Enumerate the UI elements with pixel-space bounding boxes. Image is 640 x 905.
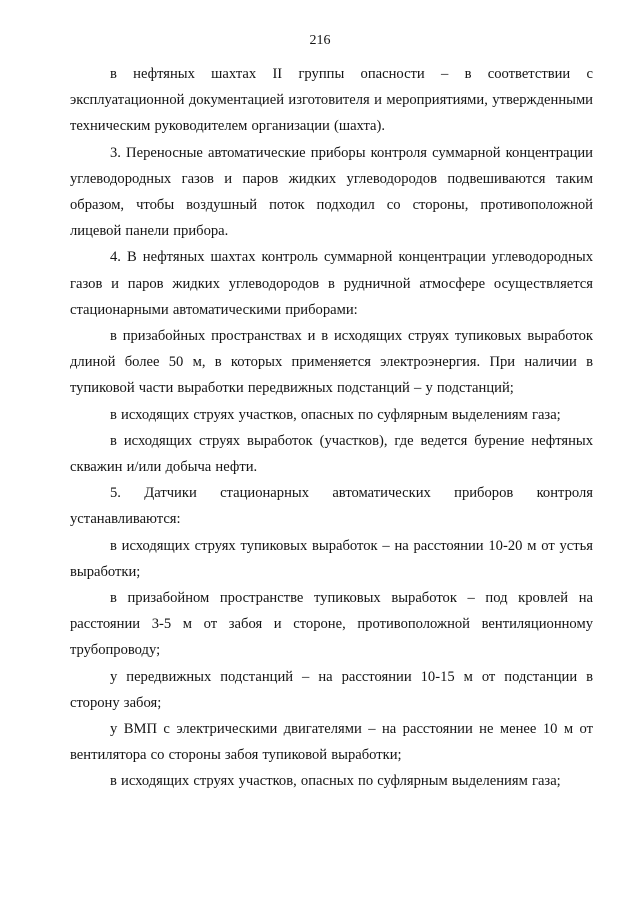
paragraph-sensor-fans: у ВМП с электрическими двигателями – на расстоянии не менее 10 м от вентилятора со стороны забоя тупиковой выработки; [70, 721, 593, 764]
paragraph-item-4-stationary-control: 4. В нефтяных шахтах контроль суммарной концентрации углеводородных газов и паров жидких углеводородов в рудничной атмосфере осуществляется стационарными автоматическими приборами: [70, 249, 593, 318]
document-body [70, 61, 593, 795]
paragraph-sensor-dead-end-outgoing: в исходящих струях тупиковых выработок – на расстоянии 10-20 м от устья выработки; [70, 537, 593, 580]
paragraph-item-5-sensors: 5. Датчики стационарных автоматических приборов контроля устанавливаются: [70, 485, 593, 528]
paragraph-item-3-portable-devices: 3. Переносные автоматические приборы контроля суммарной концентрации углеводородных газов и паров жидких углеводородов подвешиваются таким образом, чтобы воздушный поток подходил со стороны, противоположной лицевой панели прибора. [70, 144, 593, 240]
paragraph-outgoing-streams-sections: в исходящих струях участков, опасных по суфлярным выделениям газа; [110, 406, 561, 423]
paragraph-sensor-substations: у передвижных подстанций – на расстоянии 10-15 м от подстанции в сторону забоя; [70, 668, 593, 711]
paragraph-sensor-face-space: в призабойном пространстве тупиковых выработок – под кровлей на расстоянии 3-5 м от забоя и стороне, противоположной вентиляционному трубопроводу; [70, 590, 593, 659]
paragraph-face-spaces: в призабойных пространствах и в исходящих струях тупиковых выработок длиной более 50 м, в которых применяется электроэнергия. При наличии в тупиковой части выработки передвижных подстанций – у подстанций; [70, 328, 593, 397]
paragraph-outgoing-streams-drilling: в исходящих струях выработок (участков), где ведется бурение нефтяных скважин и/или добыча нефти. [70, 432, 593, 476]
page-number: 216 [309, 33, 331, 48]
paragraph-oil-mines-group-2: в нефтяных шахтах II группы опасности – в соответствии с эксплуатационной документацией изготовителя и мероприятиями, утвержденными техническим руководителем организации (шахта). [70, 66, 593, 135]
paragraph-sensor-outgoing-sections: в исходящих струях участков, опасных по суфлярным выделениям газа; [110, 773, 561, 790]
